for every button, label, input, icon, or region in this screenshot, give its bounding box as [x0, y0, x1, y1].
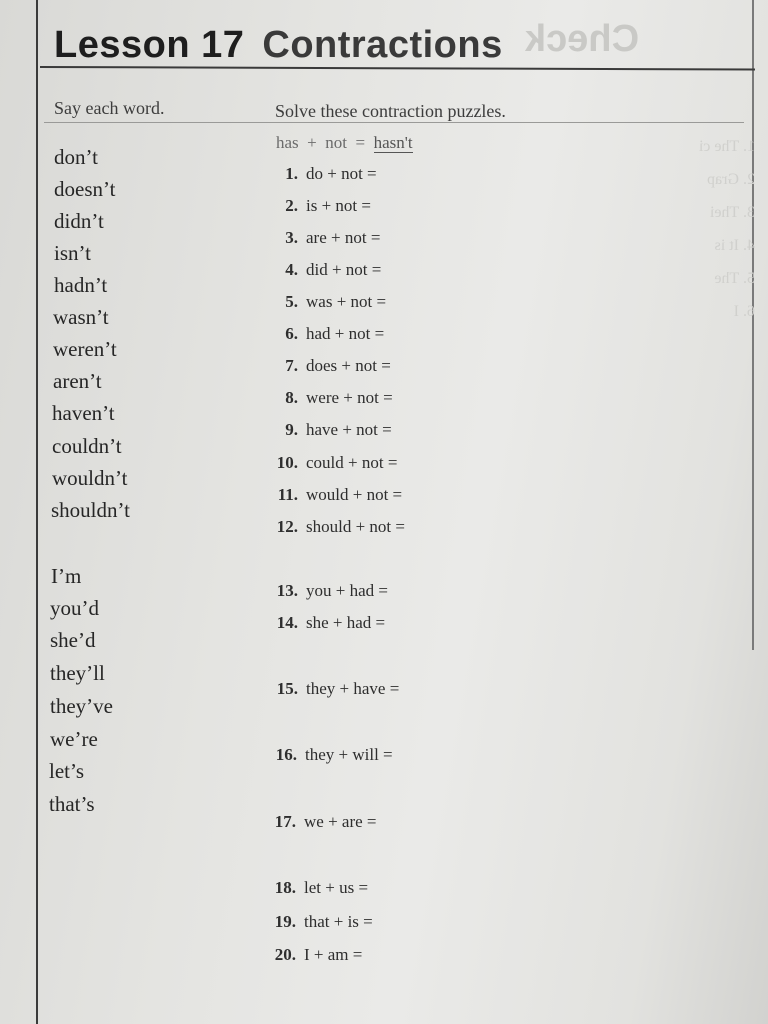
puzzle-item: [266, 453, 397, 473]
puzzle-number: 2.: [285, 196, 298, 215]
puzzle-number: 13.: [276, 581, 298, 600]
puzzle-text: could + not =: [306, 453, 398, 472]
lesson-title: [54, 24, 503, 67]
puzzle-item: [270, 260, 381, 280]
puzzle-number: 1.: [285, 164, 298, 183]
puzzle-text: did + not =: [306, 260, 382, 279]
puzzle-text: they + have =: [306, 679, 400, 698]
word-item: weren’t: [53, 337, 117, 361]
right-column-heading: Solve these contraction puzzles.: [275, 101, 506, 121]
puzzle-text: should + not =: [306, 517, 405, 536]
puzzle-text: would + not =: [306, 485, 403, 504]
word-item: isn’t: [54, 241, 91, 265]
puzzle-number: 8.: [285, 388, 298, 407]
puzzle-item: [266, 581, 388, 601]
word-item: aren’t: [53, 369, 102, 393]
lesson-label: Lesson 17: [54, 24, 245, 66]
puzzle-item: [270, 196, 371, 216]
puzzle-number: 5.: [285, 292, 298, 311]
puzzle-item: [264, 912, 373, 932]
puzzle-number: 19.: [274, 912, 296, 931]
heading-rule: [44, 122, 744, 123]
word-item: didn’t: [54, 209, 104, 233]
puzzle-text: that + is =: [304, 912, 373, 931]
bleed-through-heading: Check: [525, 18, 640, 60]
example-left: has: [276, 133, 299, 152]
puzzle-item: [270, 324, 384, 344]
puzzle-text: was + not =: [306, 292, 387, 311]
puzzle-item: [270, 420, 392, 440]
word-item: hadn’t: [54, 273, 108, 297]
word-item: don’t: [54, 145, 98, 169]
puzzle-text: have + not =: [306, 420, 392, 439]
puzzle-item: [266, 517, 405, 537]
puzzle-text: we + are =: [304, 812, 377, 831]
example-answer: hasn't: [373, 133, 413, 152]
puzzle-text: is + not =: [306, 196, 371, 215]
puzzle-number: 9.: [285, 420, 298, 439]
puzzle-item: [265, 745, 393, 765]
word-item: you’d: [50, 596, 99, 620]
puzzle-number: 17.: [274, 812, 296, 831]
puzzle-item: [270, 356, 391, 376]
word-item: wouldn’t: [52, 466, 128, 490]
puzzle-number: 4.: [285, 260, 298, 279]
puzzle-item: [266, 485, 402, 505]
puzzle-item: [264, 945, 362, 965]
word-item: that’s: [49, 792, 95, 816]
puzzle-number: 11.: [277, 485, 298, 504]
puzzle-number: 7.: [285, 356, 298, 375]
puzzle-number: 18.: [274, 878, 296, 897]
puzzle-item: [266, 679, 399, 699]
puzzle-number: 15.: [276, 679, 298, 698]
left-column-heading: Say each word.: [54, 98, 165, 118]
word-item: they’ll: [50, 661, 105, 685]
puzzle-text: they + will =: [305, 745, 393, 764]
word-item: couldn’t: [52, 434, 122, 458]
puzzle-text: had + not =: [306, 324, 385, 343]
puzzle-item: [270, 292, 386, 312]
puzzle-text: she + had =: [306, 613, 386, 632]
word-item: shouldn’t: [51, 498, 130, 522]
puzzle-text: does + not =: [306, 356, 391, 375]
puzzle-number: 20.: [274, 945, 296, 964]
example-puzzle: [276, 133, 413, 153]
puzzle-item: [270, 388, 393, 408]
word-item: haven’t: [52, 401, 115, 425]
word-item: wasn’t: [53, 305, 109, 329]
lesson-topic: Contractions: [262, 24, 503, 66]
puzzle-text: do + not =: [306, 164, 377, 183]
word-item: we’re: [50, 727, 98, 751]
puzzle-item: [270, 228, 380, 248]
word-item: they’ve: [50, 694, 113, 718]
puzzle-item: [266, 613, 385, 633]
puzzle-item: [264, 812, 377, 832]
example-right: not: [325, 133, 347, 152]
puzzle-number: 3.: [285, 228, 298, 247]
puzzle-number: 14.: [276, 613, 298, 632]
word-item: she’d: [50, 628, 96, 652]
example-plus: +: [307, 133, 317, 152]
word-item: let’s: [49, 759, 84, 783]
margin-line: [36, 0, 38, 1024]
example-equals: =: [355, 133, 366, 152]
puzzle-text: I + am =: [304, 945, 363, 964]
puzzle-number: 10.: [276, 453, 298, 472]
puzzle-text: you + had =: [306, 581, 388, 600]
word-item: doesn’t: [54, 177, 116, 201]
puzzle-text: were + not =: [306, 388, 393, 407]
puzzle-number: 6.: [285, 324, 298, 343]
puzzle-item: [270, 164, 377, 184]
puzzle-item: [264, 878, 368, 898]
puzzle-number: 12.: [276, 517, 298, 536]
puzzle-text: let + us =: [304, 878, 369, 897]
puzzle-text: are + not =: [306, 228, 381, 247]
bleed-through-text: 1. The ci 2. Grap 3. Thei 4. It is 5. The 6. I: [698, 138, 755, 320]
word-item: I’m: [51, 564, 82, 588]
puzzle-number: 16.: [275, 745, 297, 764]
